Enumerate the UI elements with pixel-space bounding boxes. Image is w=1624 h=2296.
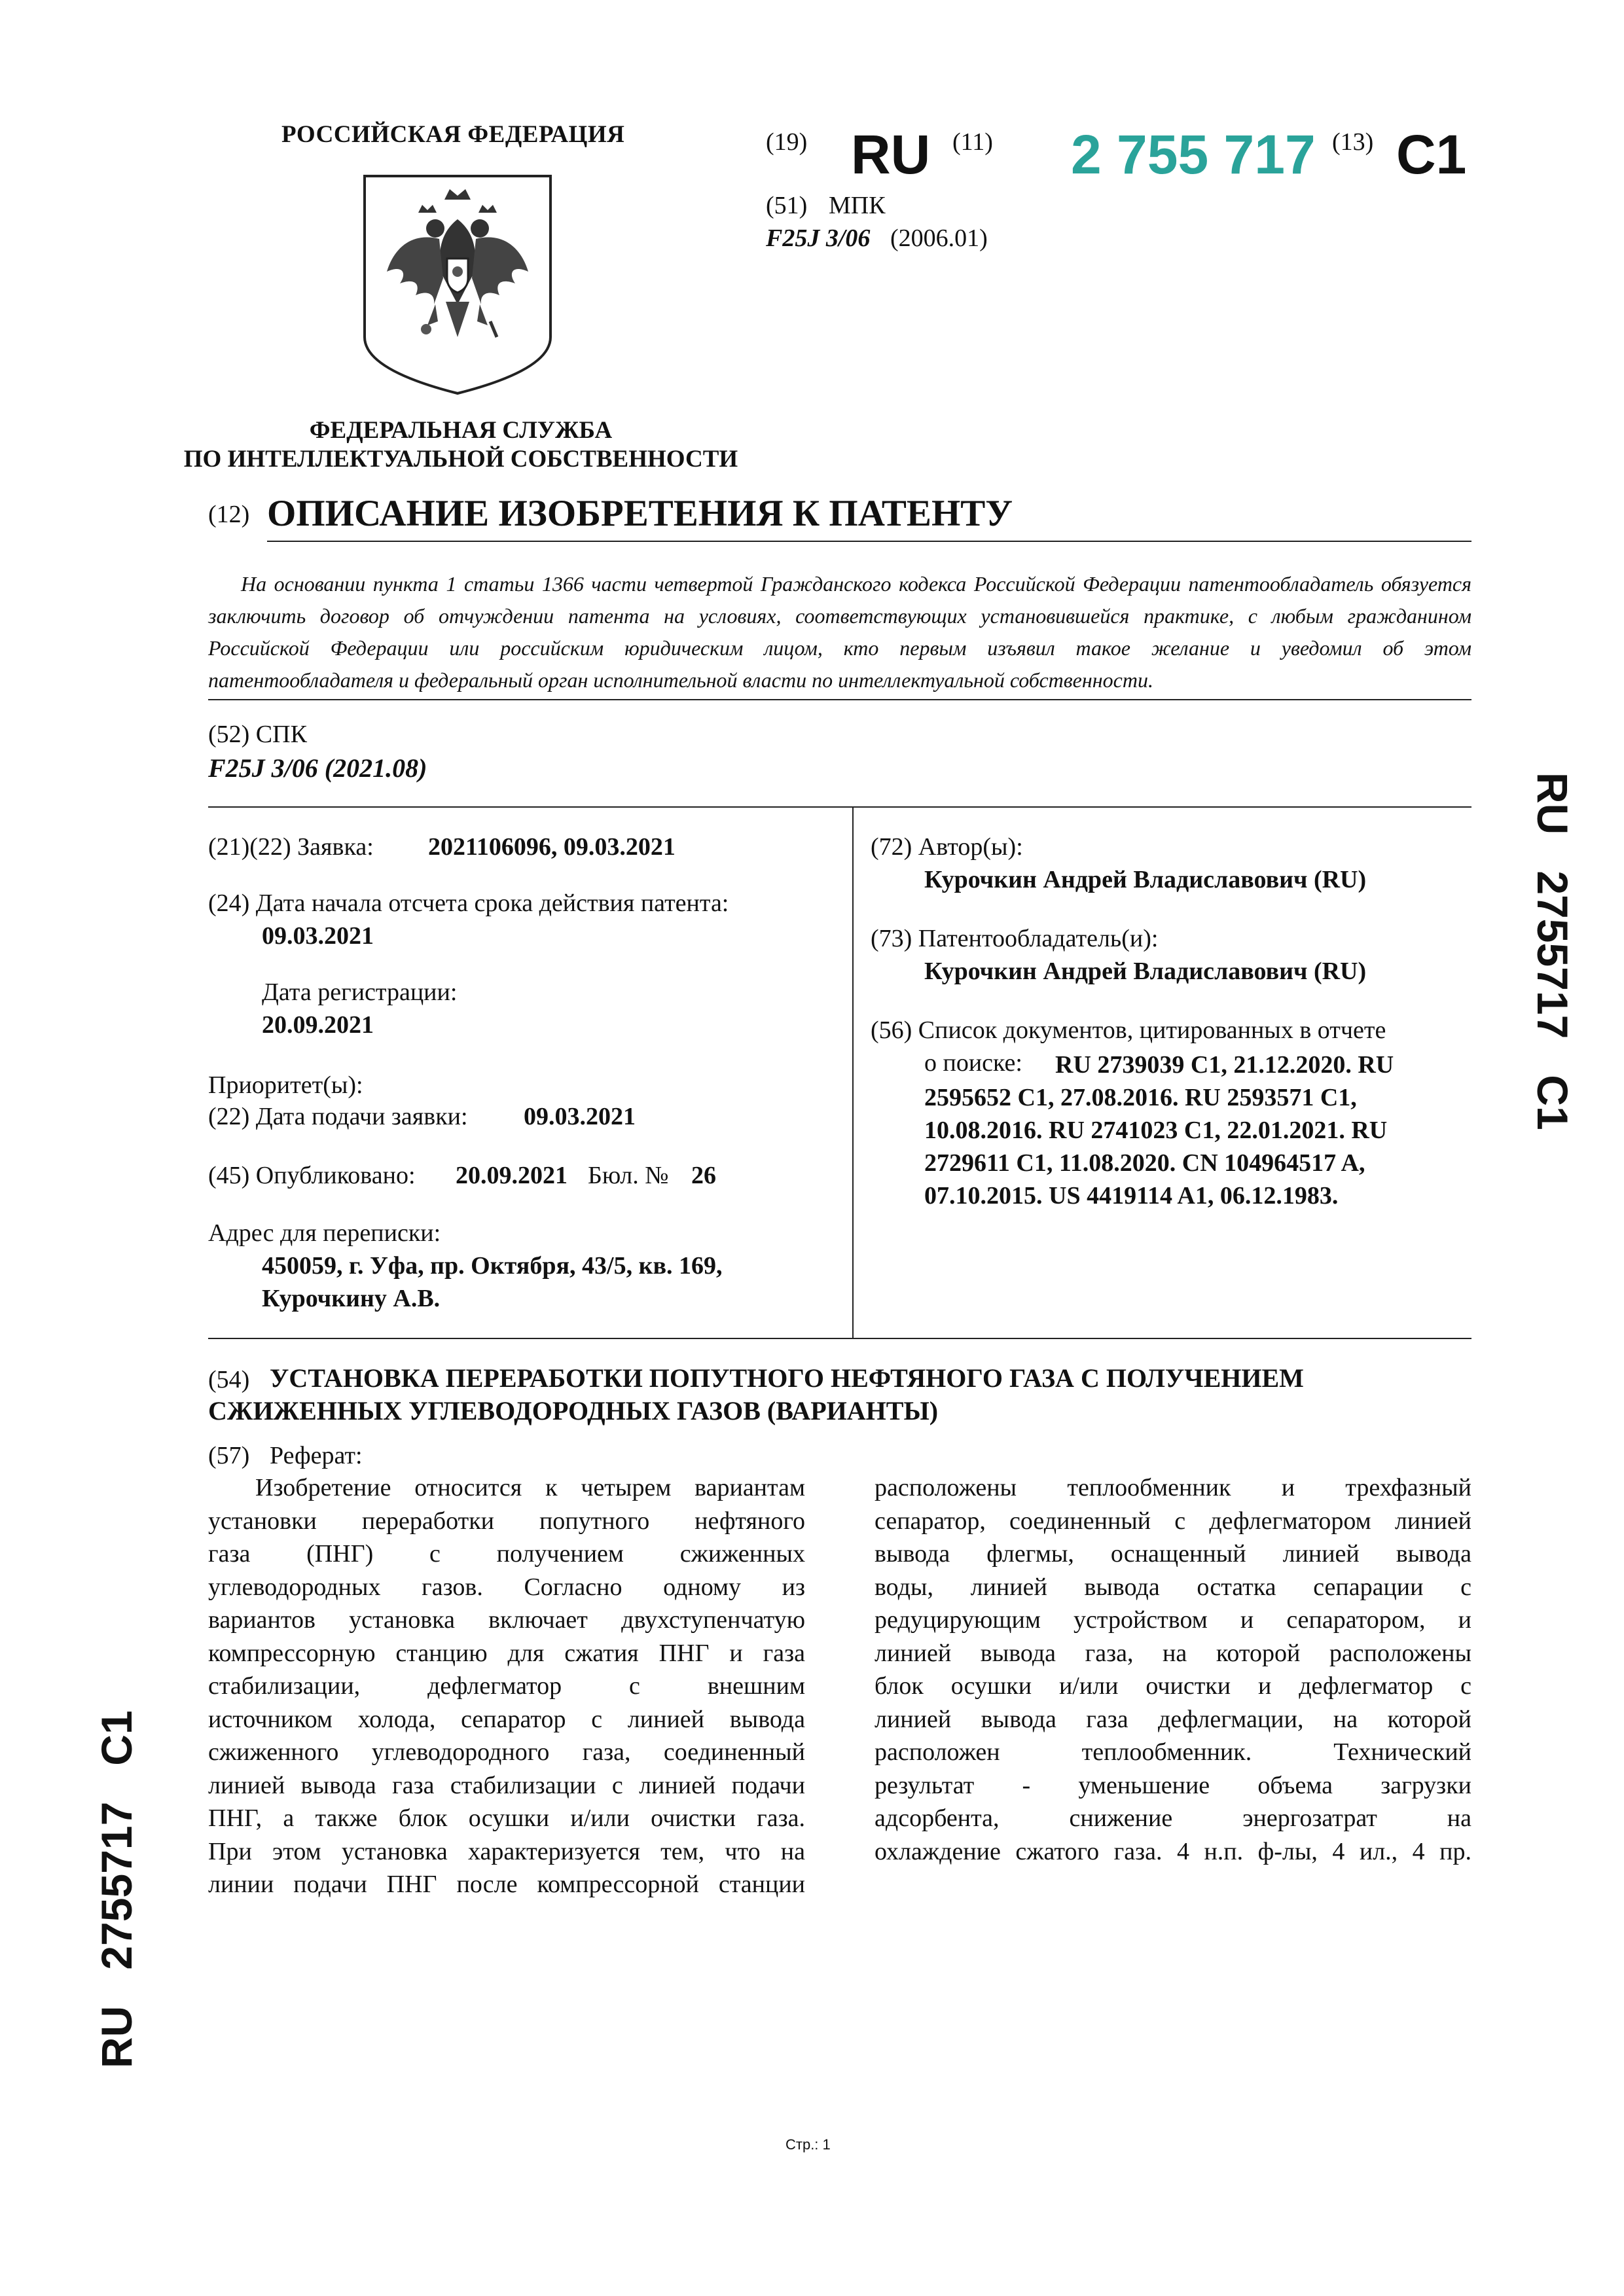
abstract-line: блок осушки и/или очистки и дефлегматор с <box>875 1672 1471 1700</box>
registration-label: Дата регистрации: <box>262 978 458 1006</box>
abstract-line: расположен теплообменник. Технический <box>875 1738 1471 1766</box>
abstract-line: источником холода, сепаратор с линией вывода <box>208 1705 805 1733</box>
code-51: (51) <box>766 192 808 219</box>
code-11: (11) <box>952 128 993 156</box>
country-name: РОССИЙСКАЯ ФЕДЕРАЦИЯ <box>281 121 625 148</box>
russian-coat-of-arms-icon <box>362 173 553 396</box>
mpk-class: F25J 3/06 <box>766 224 871 252</box>
cited-docs-line: 2729611 C1, 11.08.2020. CN 104964517 A, <box>924 1149 1365 1177</box>
bulletin-number: 26 <box>691 1162 716 1189</box>
abstract-line: При этом установка характеризуется тем, что на <box>208 1837 805 1865</box>
notice-line: Российской Федерации или российским юридическим лицом, кто первым изъявил такое желание и уведомил об этом <box>208 636 1471 660</box>
term-start-value: 09.03.2021 <box>262 922 374 950</box>
spk-label: (52) СПК <box>208 721 307 748</box>
kind-code: C1 <box>1396 124 1467 185</box>
abstract-line: адсорбента, снижение энергозатрат на <box>875 1804 1471 1832</box>
biblio-bottom-divider <box>208 1338 1471 1339</box>
bulletin-label: Бюл. № <box>588 1162 669 1189</box>
abstract-right-column <box>875 1471 1471 1868</box>
term-start-label: (24) Дата начала отсчета срока действия патента: <box>208 889 729 917</box>
abstract-line: компрессорную станцию для сжатия ПНГ и газа <box>208 1639 805 1667</box>
notice-line: На основании пункта 1 статьи 1366 части четвертой Гражданского кодекса Российской Федерации патентообладатель обязуется <box>241 572 1471 596</box>
application-value: 2021106096, 09.03.2021 <box>428 833 676 861</box>
abstract-line: стабилизации, дефлегматор с внешним <box>208 1672 805 1700</box>
title-underline <box>267 541 1471 542</box>
document-type-title: ОПИСАНИЕ ИЗОБРЕТЕНИЯ К ПАТЕНТУ <box>267 493 1013 534</box>
author-value: Курочкин Андрей Владиславович (RU) <box>924 866 1367 893</box>
invention-title-line: УСТАНОВКА ПЕРЕРАБОТКИ ПОПУТНОГО НЕФТЯНОГО ГАЗА С ПОЛУЧЕНИЕМ <box>270 1363 1304 1393</box>
code-54: (54) <box>208 1366 250 1393</box>
right-margin-patent-id: RU 2755717 C1 <box>1528 772 1577 1130</box>
abstract-line: вариантов установка включает двухступенчатую <box>208 1606 805 1634</box>
filing-date-value: 09.03.2021 <box>524 1103 636 1130</box>
abstract-line: сжиженного углеводородного газа, соединенный <box>208 1738 805 1766</box>
cited-docs-prefix: о поиске: <box>924 1049 1022 1077</box>
abstract-line: редуцирующим устройством и сепаратором, и <box>875 1606 1471 1634</box>
abstract-line: ПНГ, а также блок осушки и/или очистки газа. <box>208 1804 805 1832</box>
notice-divider <box>208 699 1471 700</box>
cited-docs-line: 10.08.2016. RU 2741023 C1, 22.01.2021. RU <box>924 1117 1388 1144</box>
code-57: (57) <box>208 1442 250 1469</box>
abstract-label: Реферат: <box>270 1442 363 1469</box>
patent-number: 2 755 717 <box>1071 124 1316 185</box>
application-label: (21)(22) Заявка: <box>208 833 374 861</box>
cited-docs-line: 07.10.2015. US 4419114 A1, 06.12.1983. <box>924 1182 1339 1210</box>
author-label: (72) Автор(ы): <box>871 833 1023 861</box>
code-12: (12) <box>208 501 250 528</box>
abstract-line: линией вывода газа стабилизации с линией подачи <box>208 1771 805 1799</box>
published-label: (45) Опубликовано: <box>208 1162 416 1189</box>
abstract-line: линией вывода газа, на которой расположены <box>875 1639 1471 1667</box>
abstract-line: установки переработки попутного нефтяного <box>208 1507 805 1535</box>
abstract-line: расположены теплообменник и трехфазный <box>875 1474 1471 1501</box>
patent-holder-value: Курочкин Андрей Владиславович (RU) <box>924 958 1367 985</box>
abstract-line: вывода флегмы, оснащенный линией вывода <box>875 1540 1471 1568</box>
country-code: RU <box>851 124 931 185</box>
priority-label: Приоритет(ы): <box>208 1071 363 1099</box>
abstract-left-column <box>208 1471 805 1901</box>
abstract-line: линии подачи ПНГ после компрессорной станции <box>208 1871 805 1898</box>
address-line: Курочкину А.В. <box>262 1285 441 1312</box>
abstract-line: Изобретение относится к четырем вариантам <box>255 1474 805 1501</box>
left-margin-patent-id: RU 2755717 C1 <box>92 1710 141 2068</box>
code-19: (19) <box>766 128 808 156</box>
abstract-line: воды, линией вывода остатка сепарации с <box>875 1573 1471 1601</box>
biblio-column-divider <box>852 806 854 1338</box>
spk-value: F25J 3/06 (2021.08) <box>208 753 427 783</box>
invention-title-line: СЖИЖЕННЫХ УГЛЕВОДОРОДНЫХ ГАЗОВ (ВАРИАНТЫ) <box>208 1396 939 1426</box>
page-number: Стр.: 1 <box>785 2136 831 2153</box>
filing-date-label: (22) Дата подачи заявки: <box>208 1103 468 1130</box>
agency-name-line1: ФЕДЕРАЛЬНАЯ СЛУЖБА <box>309 417 613 444</box>
abstract-line: сепаратор, соединенный с дефлегматором линией <box>875 1507 1471 1535</box>
abstract-line: углеводородных газов. Согласно одному из <box>208 1573 805 1601</box>
registration-value: 20.09.2021 <box>262 1011 374 1039</box>
mpk-version: (2006.01) <box>890 224 988 252</box>
patent-holder-label: (73) Патентообладатель(и): <box>871 925 1159 952</box>
notice-line: заключить договор об отчуждении патента на условиях, соответствующих установившейся практике, с любым гражданином <box>208 604 1471 628</box>
notice-text <box>208 568 1471 696</box>
address-line: 450059, г. Уфа, пр. Октября, 43/5, кв. 169, <box>262 1252 723 1280</box>
cited-docs-label: (56) Список документов, цитированных в отчете <box>871 1016 1386 1044</box>
notice-line: патентообладателя и федеральный орган исполнительной власти по интеллектуальной собственности. <box>208 668 1153 692</box>
cited-docs-list <box>924 1049 1396 1212</box>
abstract-line: результат - уменьшение объема загрузки <box>875 1771 1471 1799</box>
biblio-top-divider <box>208 806 1471 808</box>
abstract-line: охлаждение сжатого газа. 4 н.п. ф-лы, 4 ил., 4 пр. <box>875 1837 1471 1865</box>
address-label: Адрес для переписки: <box>208 1219 441 1247</box>
cited-docs-line: 2595652 C1, 27.08.2016. RU 2593571 C1, <box>924 1084 1357 1111</box>
emblem <box>362 173 553 396</box>
published-date: 20.09.2021 <box>456 1162 568 1189</box>
cited-docs-line: RU 2739039 C1, 21.12.2020. RU <box>1055 1051 1394 1079</box>
abstract-line: линией вывода газа дефлегмации, на которой <box>875 1705 1471 1733</box>
code-13: (13) <box>1332 128 1374 156</box>
abstract-line: газа (ПНГ) с получением сжиженных <box>208 1540 805 1568</box>
mpk-label: МПК <box>829 192 886 219</box>
agency-name-line2: ПО ИНТЕЛЛЕКТУАЛЬНОЙ СОБСТВЕННОСТИ <box>183 446 738 473</box>
